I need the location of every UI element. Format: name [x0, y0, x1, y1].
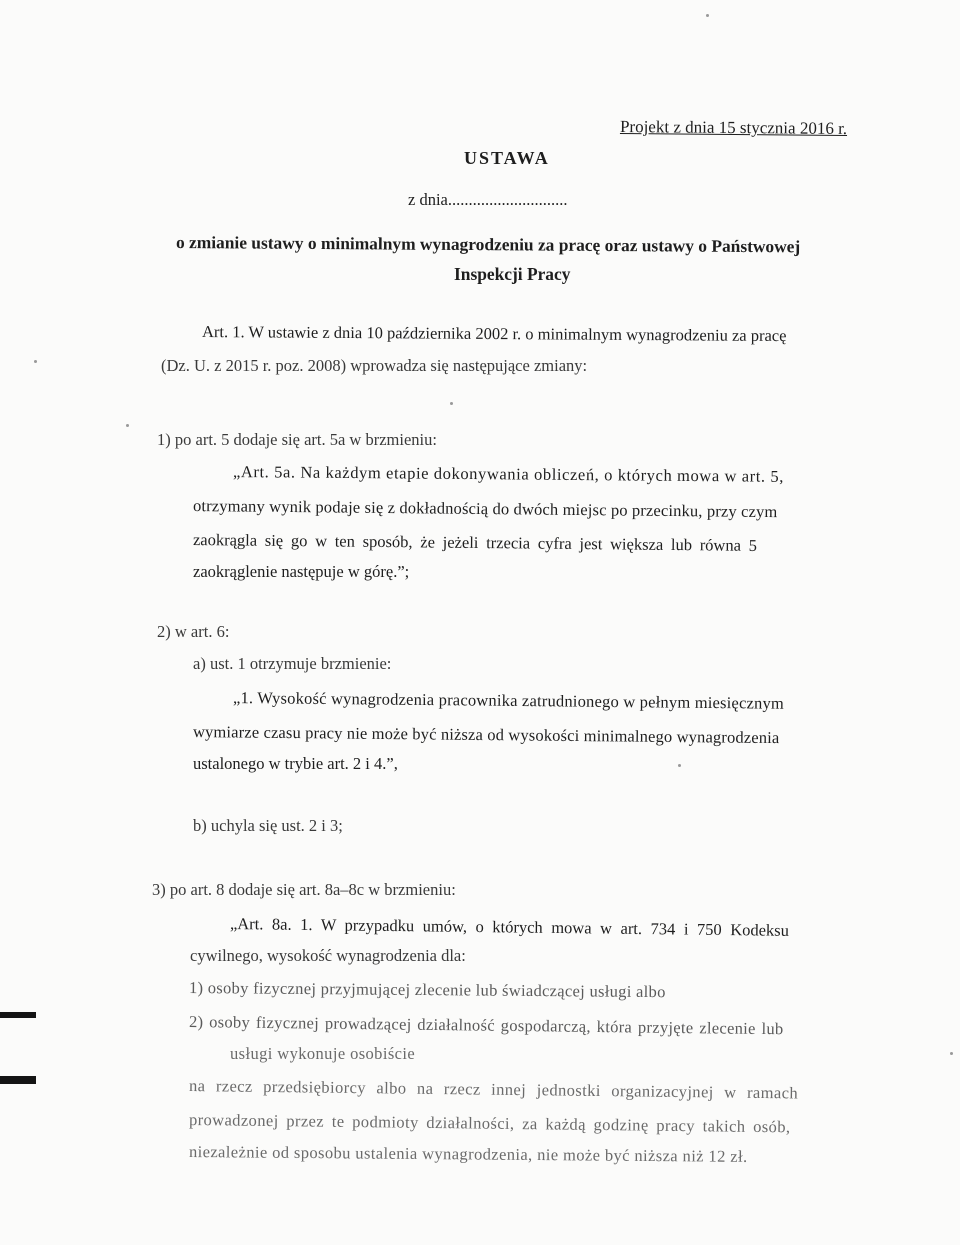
project-date-note: Projekt z dnia 15 stycznia 2016 r.	[619, 117, 848, 138]
art8a-line-2: cywilnego, wysokość wynagrodzenia dla:	[190, 946, 466, 965]
art8a-point-1: 1) osoby fizycznej przyjmującej zlecenie lub świadczącej usługi albo	[188, 978, 666, 1002]
art5a-line-1	[233, 462, 875, 488]
item2-heading: 2) w art. 6:	[157, 622, 230, 641]
art8a-point-2-line-1: 2) osoby fizycznej prowadzącej działalność gospodarczą, która przyjęte zlecenie lub	[188, 1012, 784, 1039]
scan-speck	[450, 402, 453, 405]
quote-line-3: ustalonego w trybie art. 2 i 4.”,	[193, 754, 398, 773]
scan-edge-mark	[0, 1076, 36, 1084]
art8a-line-1: „Art. 8a. 1. W przypadku umów, o których mowa w art. 734 i 750 Kodeksu	[229, 914, 790, 940]
art8a-tail-line-2: prowadzonej przez te podmioty działalności, za każdą godzinę pracy takich osób,	[188, 1110, 791, 1137]
art8a-point-2-line-2: usługi wykonuje osobiście	[230, 1044, 416, 1063]
scan-speck	[678, 764, 681, 767]
item1-heading: 1) po art. 5 dodaje się art. 5a w brzmieniu:	[157, 430, 437, 449]
art5a-line-2: otrzymany wynik podaje się z dokładnością do dwóch miejsc po przecinku, przy czym	[192, 496, 778, 522]
act-type-heading: USTAWA	[464, 148, 550, 168]
act-title-line-1: o zmianie ustawy o minimalnym wynagrodzeniu za pracę oraz ustawy o Państwowej	[175, 232, 801, 257]
quote-line-1: „1. Wysokość wynagrodzenia pracownika zatrudnionego w pełnym miesięcznym	[232, 688, 785, 713]
scan-speck	[34, 360, 37, 363]
scan-speck	[706, 14, 709, 17]
scan-edge-mark	[0, 1012, 36, 1018]
art5a-line-4: zaokrąglenie następuje w górę.”;	[193, 562, 410, 581]
art1-line-2: (Dz. U. z 2015 r. poz. 2008) wprowadza się następujące zmiany:	[161, 356, 588, 375]
art5a-line-3: zaokrągla się go w ten sposób, że jeżeli trzecia cyfra jest większa lub równa 5	[192, 530, 758, 555]
act-title-line-2: Inspekcji Pracy	[454, 264, 571, 284]
scan-speck	[950, 1052, 953, 1055]
art1-line-1: Art. 1. W ustawie z dnia 10 października 2002 r. o minimalnym wynagrodzeniu za pracę	[201, 322, 787, 346]
scan-speck	[126, 424, 129, 427]
date-line: z dnia.............................	[408, 190, 568, 209]
item2-sub-b: b) uchyla się ust. 2 i 3;	[193, 816, 343, 835]
art8a-tail-line-3: niezależnie od sposobu ustalenia wynagrodzenia, nie może być niższa niż 12 zł.	[188, 1142, 748, 1166]
quote-line-2: wymiarze czasu pracy nie może być niższa od wysokości minimalnego wynagrodzenia	[192, 722, 780, 748]
item2-sub-a: a) ust. 1 otrzymuje brzmienie:	[193, 654, 392, 673]
art5a-text-1: „Art. 5a. Na każdym etapie dokonywania obliczeń, o których mowa w art. 5,	[232, 462, 785, 486]
art8a-tail-line-1: na rzecz przedsiębiorcy albo na rzecz innej jednostki organizacyjnej w ramach	[188, 1076, 799, 1103]
item3-heading: 3) po art. 8 dodaje się art. 8a–8c w brzmieniu:	[152, 880, 456, 899]
